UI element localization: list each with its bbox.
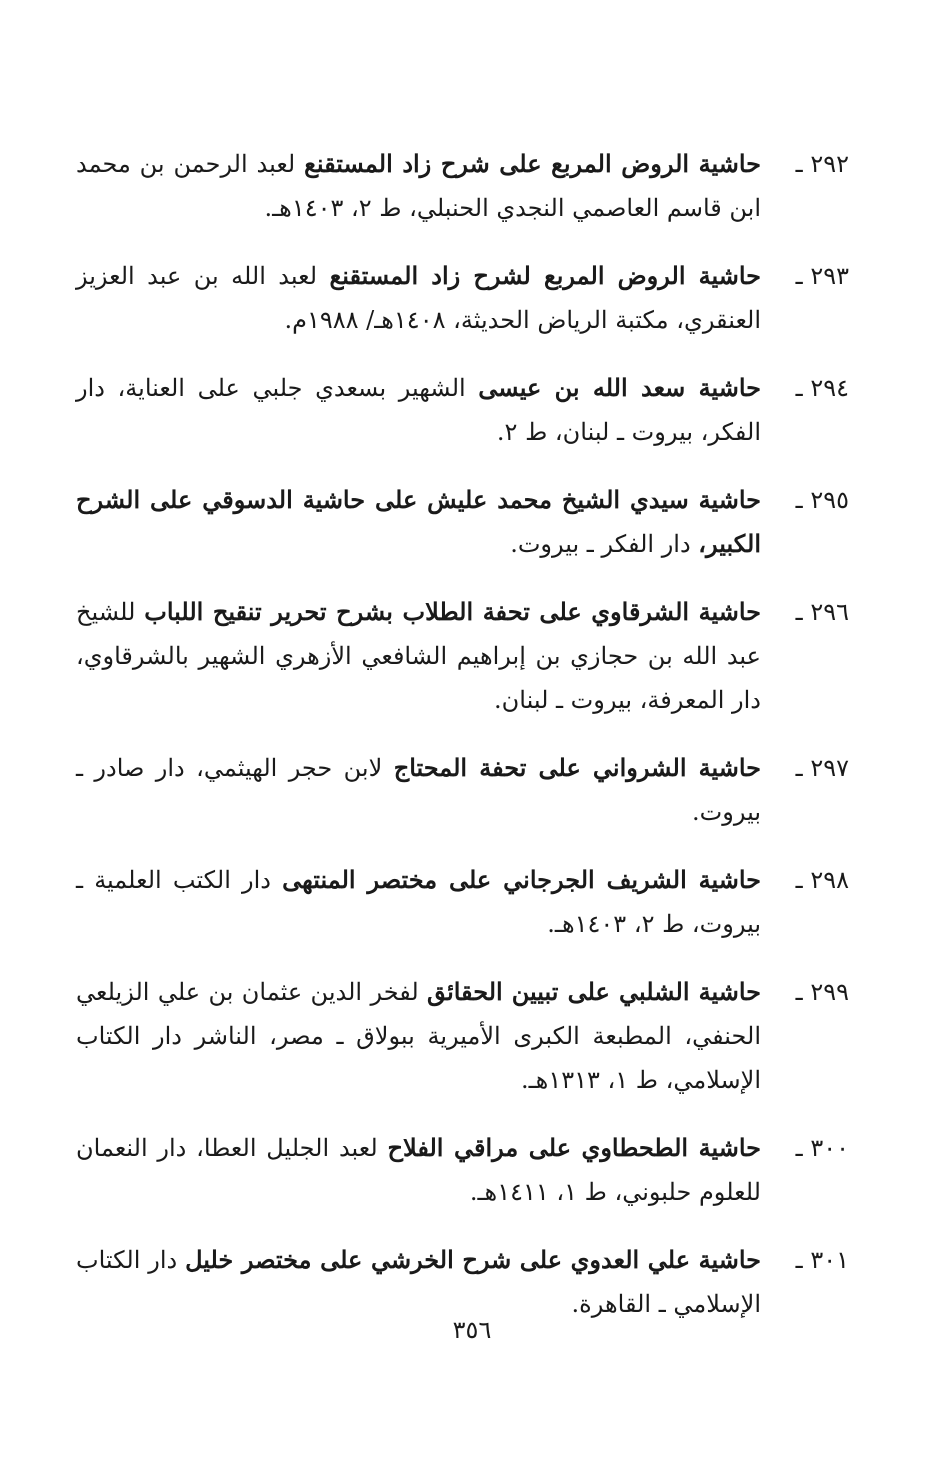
entry-title: حاشية الشرواني على تحفة المحتاج <box>393 753 761 782</box>
bibliography-entry <box>76 142 849 230</box>
page-number: ٣٥٦ <box>452 1316 492 1344</box>
bibliography-entry <box>76 746 849 834</box>
bibliography-entry <box>76 366 849 454</box>
entry-details: لابن حجر الهيثمي، دار صادر ـ بيروت. <box>76 754 761 826</box>
entry-title: حاشية الشلبي على تبيين الحقائق <box>427 977 762 1006</box>
bibliography-entry <box>76 1238 849 1326</box>
entry-title: حاشية الروض المربع على شرح زاد المستقنع <box>304 149 761 178</box>
entry-title: حاشية الشرقاوي على تحفة الطلاب بشرح تحرير تنقيح اللباب <box>144 597 761 626</box>
bibliography-entry <box>76 970 849 1102</box>
entry-details: دار الكتاب الإسلامي ـ القاهرة. <box>76 1246 761 1318</box>
entry-number: ٢٩٦ ـ <box>795 598 849 626</box>
entry-details: لعبد الجليل العطا، دار النعمان للعلوم حلبوني، ط ١، ١٤١١هـ. <box>76 1134 761 1206</box>
entry-details: للشيخ عبد الله بن حجازي بن إبراهيم الشافعي الأزهري الشهير بالشرقاوي، دار المعرفة، بيروت ـ لبنان. <box>76 598 761 714</box>
entry-title: حاشية الروض المربع لشرح زاد المستقنع <box>329 261 762 290</box>
entry-title: حاشية سيدي الشيخ محمد عليش على حاشية الدسوقي على الشرح الكبير، <box>76 485 761 558</box>
entry-number: ٢٩٩ ـ <box>795 978 849 1006</box>
entry-details: لعبد الله بن عبد العزيز العنقري، مكتبة الرياض الحديثة، ١٤٠٨هـ/ ١٩٨٨م. <box>76 262 761 334</box>
entry-title: حاشية علي العدوي على شرح الخرشي على مختصر خليل <box>185 1245 761 1274</box>
entry-number: ٢٩٨ ـ <box>795 866 849 894</box>
bibliography-list <box>76 142 849 1350</box>
entry-number: ٢٩٣ ـ <box>795 262 849 290</box>
entry-details: لعبد الرحمن بن محمد ابن قاسم العاصمي النجدي الحنبلي، ط ٢، ١٤٠٣هـ. <box>76 150 761 222</box>
entry-number: ٣٠٠ ـ <box>795 1134 849 1162</box>
entry-number: ٢٩٢ ـ <box>795 150 849 178</box>
entry-title: حاشية الطحطاوي على مراقي الفلاح <box>387 1133 761 1162</box>
bibliography-entry <box>76 478 849 566</box>
entry-number: ٣٠١ ـ <box>795 1246 849 1274</box>
entry-details: دار الفكر ـ بيروت. <box>510 530 699 558</box>
entry-details: دار الكتب العلمية ـ بيروت، ط ٢، ١٤٠٣هـ. <box>76 866 761 938</box>
bibliography-entry <box>76 254 849 342</box>
bibliography-entry <box>76 1126 849 1214</box>
entry-details: لفخر الدين عثمان بن علي الزيلعي الحنفي، المطبعة الكبرى الأميرية ببولاق ـ مصر، الناشر دار الكتاب الإسلامي، ط ١، ١٣١٣هـ. <box>76 978 761 1094</box>
bibliography-entry <box>76 590 849 722</box>
entry-number: ٢٩٥ ـ <box>795 486 849 514</box>
bibliography-entry <box>76 858 849 946</box>
entry-number: ٢٩٧ ـ <box>795 754 849 782</box>
entry-number: ٢٩٤ ـ <box>795 374 849 402</box>
entry-title: حاشية الشريف الجرجاني على مختصر المنتهى <box>282 865 761 894</box>
entry-details: الشهير بسعدي جلبي على العناية، دار الفكر، بيروت ـ لبنان، ط ٢. <box>76 374 761 446</box>
entry-title: حاشية سعد الله بن عيسى <box>478 373 761 402</box>
